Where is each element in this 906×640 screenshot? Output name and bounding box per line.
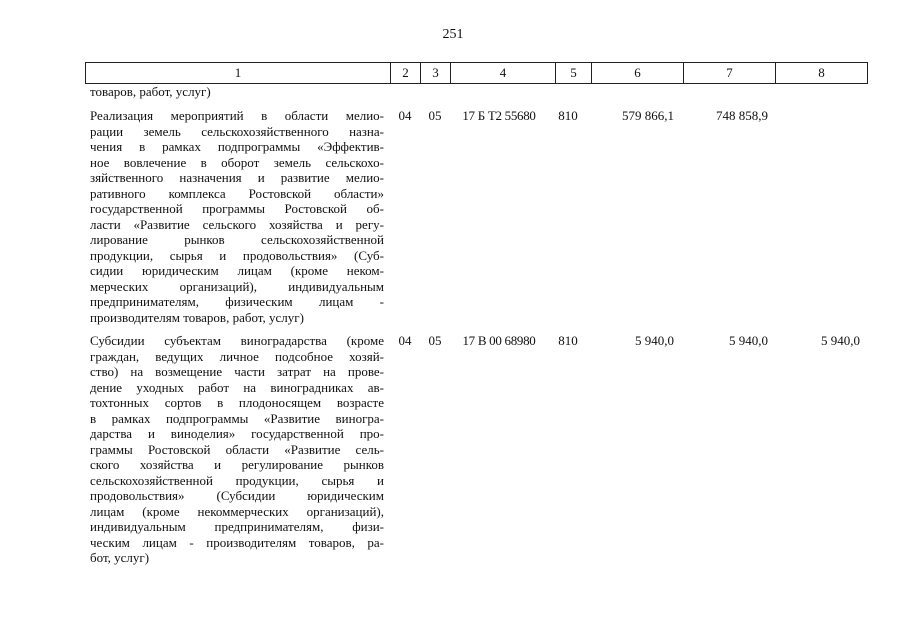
- row-2-line: тохтонных сортов в плодоносящем возрасте: [90, 395, 384, 410]
- page-number: 251: [442, 27, 464, 42]
- row-1-expense-type: 810: [558, 108, 578, 123]
- row-1-amount-col6: 579 866,1: [622, 108, 674, 123]
- row-2-subsection: 05: [428, 333, 442, 348]
- row-2-expense-type: 810: [558, 333, 578, 348]
- header-col-7: 7: [683, 63, 775, 83]
- continuation-text: товаров, работ, услуг): [90, 84, 211, 99]
- row-2-line: граждан, ведущих личное подсобное хозяй-: [90, 348, 384, 364]
- row-1-description: [90, 108, 384, 325]
- row-2-line: граммы Ростовской области «Развитие сель-: [90, 441, 384, 457]
- row-1-line: государственной программы Ростовской об-: [90, 201, 384, 216]
- table-header-row: [85, 62, 868, 84]
- row-2-line: в рамках подпрограммы «Развитие виногра-: [90, 410, 384, 426]
- row-2-target-article: 17 В 00 68980: [462, 333, 536, 348]
- row-2-line: дение уходных работ на виноградниках ав-: [90, 379, 384, 395]
- header-col-3: 3: [420, 63, 450, 83]
- row-2-line: продовольствия» (Субсидии юридическим: [90, 488, 384, 503]
- header-col-5: 5: [555, 63, 591, 83]
- row-2-line: дарства и виноделия» государственной про-: [90, 426, 384, 441]
- header-col-4: 4: [450, 63, 555, 83]
- row-2-line: Субсидии субъектам виноградарства (кроме: [90, 333, 384, 348]
- row-2-amount-col8: 5 940,0: [821, 333, 860, 348]
- row-2-amount-col6: 5 940,0: [635, 333, 674, 348]
- header-col-2: 2: [390, 63, 420, 83]
- row-1-amount-col7: 748 858,9: [716, 108, 768, 123]
- row-1-section: 04: [398, 108, 412, 123]
- row-1-target-article: 17 Б Т2 55680: [462, 108, 536, 123]
- row-1-line: ное вовлечение в оборот земель сельскохо-: [90, 154, 384, 170]
- row-1-line: производителям товаров, работ, услуг): [90, 309, 304, 325]
- row-1-line: рации земель сельскохозяйственного назна-: [90, 123, 384, 139]
- row-2-section: 04: [398, 333, 412, 348]
- row-1-subsection: 05: [428, 108, 442, 123]
- row-1-line: предпринимателям, физическим лицам -: [90, 294, 384, 309]
- row-1-line: ласти «Развитие сельского хозяйства и регу-: [90, 216, 384, 232]
- row-2-line: ство) на возмещение части затрат на прове-: [90, 364, 384, 379]
- row-1-line: чения в рамках подпрограммы «Эффектив-: [90, 139, 384, 154]
- row-2-line: ческим лицам - производителям товаров, ра-: [90, 534, 384, 550]
- row-2-amount-col7: 5 940,0: [729, 333, 768, 348]
- row-2-line: бот, услуг): [90, 550, 150, 565]
- row-2-line: индивидуальным предпринимателям, физи-: [90, 519, 384, 534]
- row-2-line: сельскохозяйственной продукции, сырья и: [90, 472, 384, 488]
- row-1-line: лирование рынков сельскохозяйственной: [90, 232, 384, 247]
- row-1-line: мерческих организаций), индивидуальным: [90, 278, 384, 294]
- row-1-line: зяйственного назначения и развитие мелио-: [90, 170, 384, 185]
- row-2-line: ского хозяйства и регулирование рынков: [90, 457, 384, 472]
- row-1-line: продукции, сырья и продовольствия» (Суб-: [90, 247, 384, 263]
- row-2-description: [90, 333, 384, 566]
- header-col-8: 8: [775, 63, 867, 83]
- row-2-line: лицам (кроме некоммерческих организаций),: [90, 503, 384, 519]
- row-1-line: Реализация мероприятий в области мелио-: [90, 108, 384, 123]
- header-col-6: 6: [591, 63, 683, 83]
- row-1-line: ративного комплекса Ростовской области»: [90, 185, 384, 201]
- row-1-line: сидии юридическим лицам (кроме неком-: [90, 263, 384, 278]
- header-col-1: 1: [234, 65, 242, 80]
